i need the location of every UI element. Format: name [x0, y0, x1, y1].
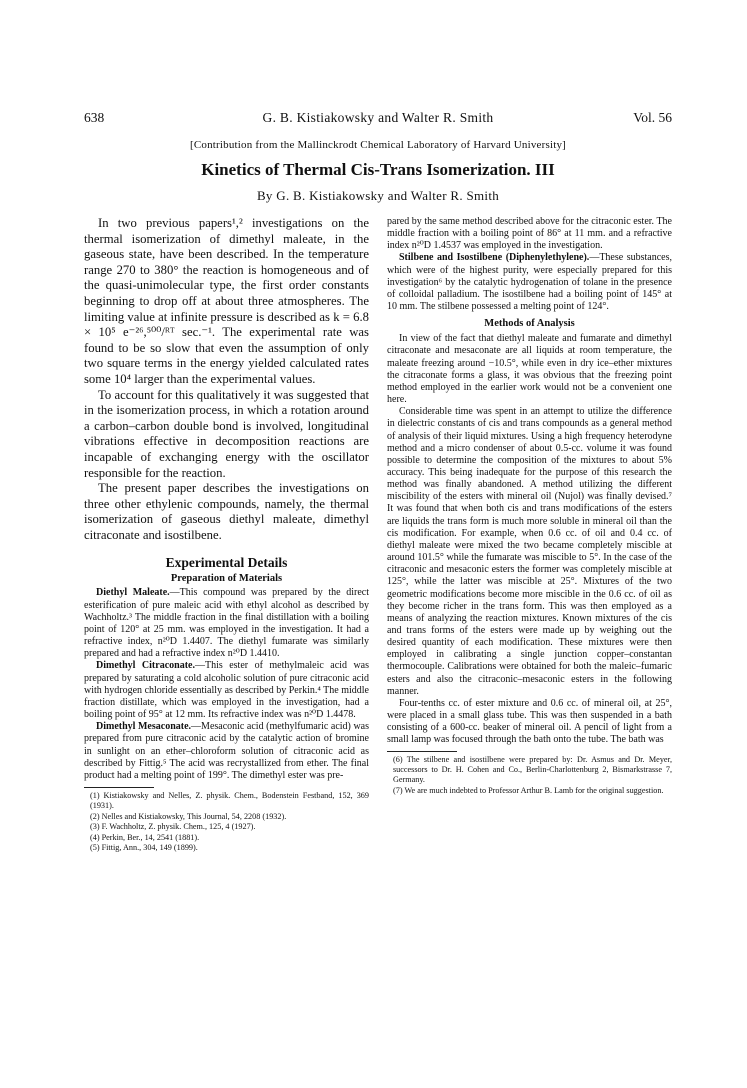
footnote-rule	[84, 787, 154, 788]
subsection-heading-materials: Preparation of Materials	[170, 573, 283, 585]
volume-label: Vol. 56	[633, 110, 672, 125]
text-dimethyl-mesaconate: —Mesaconic acid (methylfumaric acid) was prepared from pure citraconic acid by the catalytic action of bromine in sunlight on an ether–chloroform solution of citraconic acid as described by Fittig.⁵ The acid was recrystallized from ether. The final product had a melting point of 199°. The dimethyl ester was pre-	[84, 721, 369, 781]
footnote-1: (1) Kistiakowsky and Nelles, Z. physik. Chem., Bodenstein Festband, 152, 369 (1931).	[90, 790, 369, 811]
footnote-7: (7) We are much indebted to Professor Arthur B. Lamb for the original suggestion.	[393, 785, 664, 795]
left-column	[84, 216, 369, 853]
paragraph-diethyl-maleate	[84, 587, 369, 660]
byline: By G. B. Kistiakowsky and Walter R. Smith	[256, 188, 500, 203]
footnote-5: (5) Fittig, Ann., 304, 149 (1899).	[90, 843, 198, 852]
paragraph-mesaconate-continued: pared by the same method described above for the citraconic ester. The middle fraction with a boiling point of 86° at 11 mm. and a refractive index n²⁰D 1.4537 was employed in the investigation.	[387, 216, 672, 252]
paragraph-dimethyl-mesaconate	[84, 721, 369, 782]
intro-paragraph-1: In two previous papers¹,² investigations on the thermal isomerization of dimethyl maleate, in the gaseous state, have been described. In the temperature range 270 to 380° the reaction is homogeneous and of the quasi-unimolecular type, the first order constants beginning to drop off at about three atmospheres. The limiting value at infinite pressure is described as k = 6.8 × 10⁵ e⁻²⁶,⁵⁰⁰/ᴿᵀ sec.⁻¹. The experimental rate was found to be so slow that even the assumption of only two square terms in the energy yielded calculated rates some 10⁴ larger than the experimental values.	[84, 216, 369, 386]
section-heading-experimental: Experimental Details	[165, 555, 288, 571]
right-column	[387, 216, 672, 796]
footnote-2: (2) Nelles and Kistiakowsky, This Journal, 54, 2208 (1932).	[90, 811, 287, 821]
intro-paragraph-3: The present paper describes the investigations on three other ethylenic compounds, namely, the thermal isomerization of gaseous diethyl maleate, dimethyl citraconate and isostilbene.	[84, 481, 369, 542]
methods-paragraph-1: In view of the fact that diethyl maleate and fumarate and dimethyl citraconate and mesaconate are all liquids at room temperature, the maleate freezing around −10.5°, while even in dry ice–ether mixtures the citraconate forms a glass, it was obvious that the freezing point method employed in the earlier work would not be a convenient one here.	[387, 333, 672, 406]
methods-paragraph-3: Four-tenths cc. of ester mixture and 0.6 cc. of mineral oil, at 25°, were placed in a small glass tube. This was then suspended in a bath consisting of a 600-cc. beaker of mineral oil. A pencil of light from a small lamp was focused through the bath onto the tube. The bath was	[387, 697, 672, 746]
text-stilbene: —These substances, which were of the highest purity, were especially prepared for this investigation⁶ by the catalytic hydrogenation of tolane in the presence of colloidal palladium. The isostilbene had a boiling point of 145° at 10 mm. The stilbene possessed a melting point of 124°.	[387, 252, 672, 313]
footnote-6: (6) The stilbene and isostilbene were prepared by: Dr. Asmus and Dr. Meyer, successors to Dr. H. Cohen and Co., Berlin-Charlottenburg 2, Bismarkstrasse 7, Germany.	[393, 754, 672, 785]
methods-paragraph-2: Considerable time was spent in an attempt to utilize the difference in dielectric constants of cis and trans compounds as a general method of analysis of their liquid mixtures. Using a high frequency heterodyne method and a micro condenser of about 0.5-cc. volume it was found possible to determine the composition of the mixtures to about 5% accuracy. This being inadequate for the purpose of this research the method was finally abandoned. A method utilizing the different miscibility of the esters with mineral oil (Nujol) was finally devised.⁷ It was found that when both cis and trans modifications of the esters are liquids the trans form is much more soluble in mineral oil than the cis modification. For example, when 0.6 cc. of oil and 0.4 cc. of diethyl maleate were mixed the two became completely miscible at around 101.5° while the fumarate was miscible to 5°. In the case of the citraconic and mesaconic esters the former was completely miscible at 125°, while the latter was miscible at 25°. Mixtures of the two geometric modifications become more miscible in the 0.6 cc. of oil as they become richer in the trans form. This was then employed as a means of analyzing the reaction mixtures. Known mixtures of the cis and trans forms of the esters were made up by weighing out the desired quantity of each modification. These mixtures were then employed in calibrating a single junction copper–constantan thermocouple. Calibrations were obtained for both the maleic–fumaric esters and also the citraconic–mesaconic esters in the following manner.	[387, 406, 672, 697]
footnote-4: (4) Perkin, Ber., 14, 2541 (1881).	[90, 832, 200, 842]
footnote-rule-right	[387, 751, 457, 752]
intro-paragraph-2: To account for this qualitatively it was suggested that in the isomerization process, in which a rotation around a carbon–carbon double bond is involved, longitudinal vibrations effective in decomposition reactions are incapable of exchanging energy with the oscillator responsible for the reaction.	[84, 387, 369, 480]
article-title: Kinetics of Thermal Cis-Trans Isomerization. III	[201, 160, 555, 179]
subsection-heading-methods: Methods of Analysis	[484, 318, 575, 330]
run-in-head-dimethyl-citraconate: Dimethyl Citraconate.	[96, 660, 195, 672]
contribution-line: [Contribution from the Mallinckrodt Chemical Laboratory of Harvard University]	[189, 139, 567, 151]
paragraph-stilbene	[387, 252, 672, 313]
running-head-authors: G. B. Kistiakowsky and Walter R. Smith	[262, 110, 494, 125]
text-dimethyl-citraconate: —This ester of methylmaleic acid was prepared by saturating a cold alcoholic solution of pure citraconic acid with hydrogen chloride essentially as described by Perkin.⁴ The middle fraction distillate, which was employed in the investigation, had a boiling point of 95° at 12 mm. Its refractive index was n²⁰D 1.4478.	[84, 660, 369, 721]
paragraph-dimethyl-citraconate	[84, 660, 369, 721]
running-head	[84, 110, 672, 130]
footnote-3: (3) F. Wachholtz, Z. physik. Chem., 125, 4 (1927).	[90, 822, 256, 832]
text-diethyl-maleate: —This compound was prepared by the direct esterification of pure maleic acid with ethyl alcohol as described by Wachholtz.³ The middle fraction in the final distillation with a boiling point of 120° at 25 mm. was employed in the investigation. It had a refractive index, n²⁰D 1.4407. The diethyl fumarate was similarly prepared and had a refractive index n²⁰D 1.4410.	[84, 587, 369, 660]
page-number: 638	[84, 110, 105, 125]
run-in-head-dimethyl-mesaconate: Dimethyl Mesaconate.	[96, 721, 192, 733]
run-in-head-stilbene: Stilbene and Isostilbene (Diphenylethylene).	[399, 252, 590, 264]
run-in-head-diethyl-maleate: Diethyl Maleate.	[96, 587, 170, 599]
